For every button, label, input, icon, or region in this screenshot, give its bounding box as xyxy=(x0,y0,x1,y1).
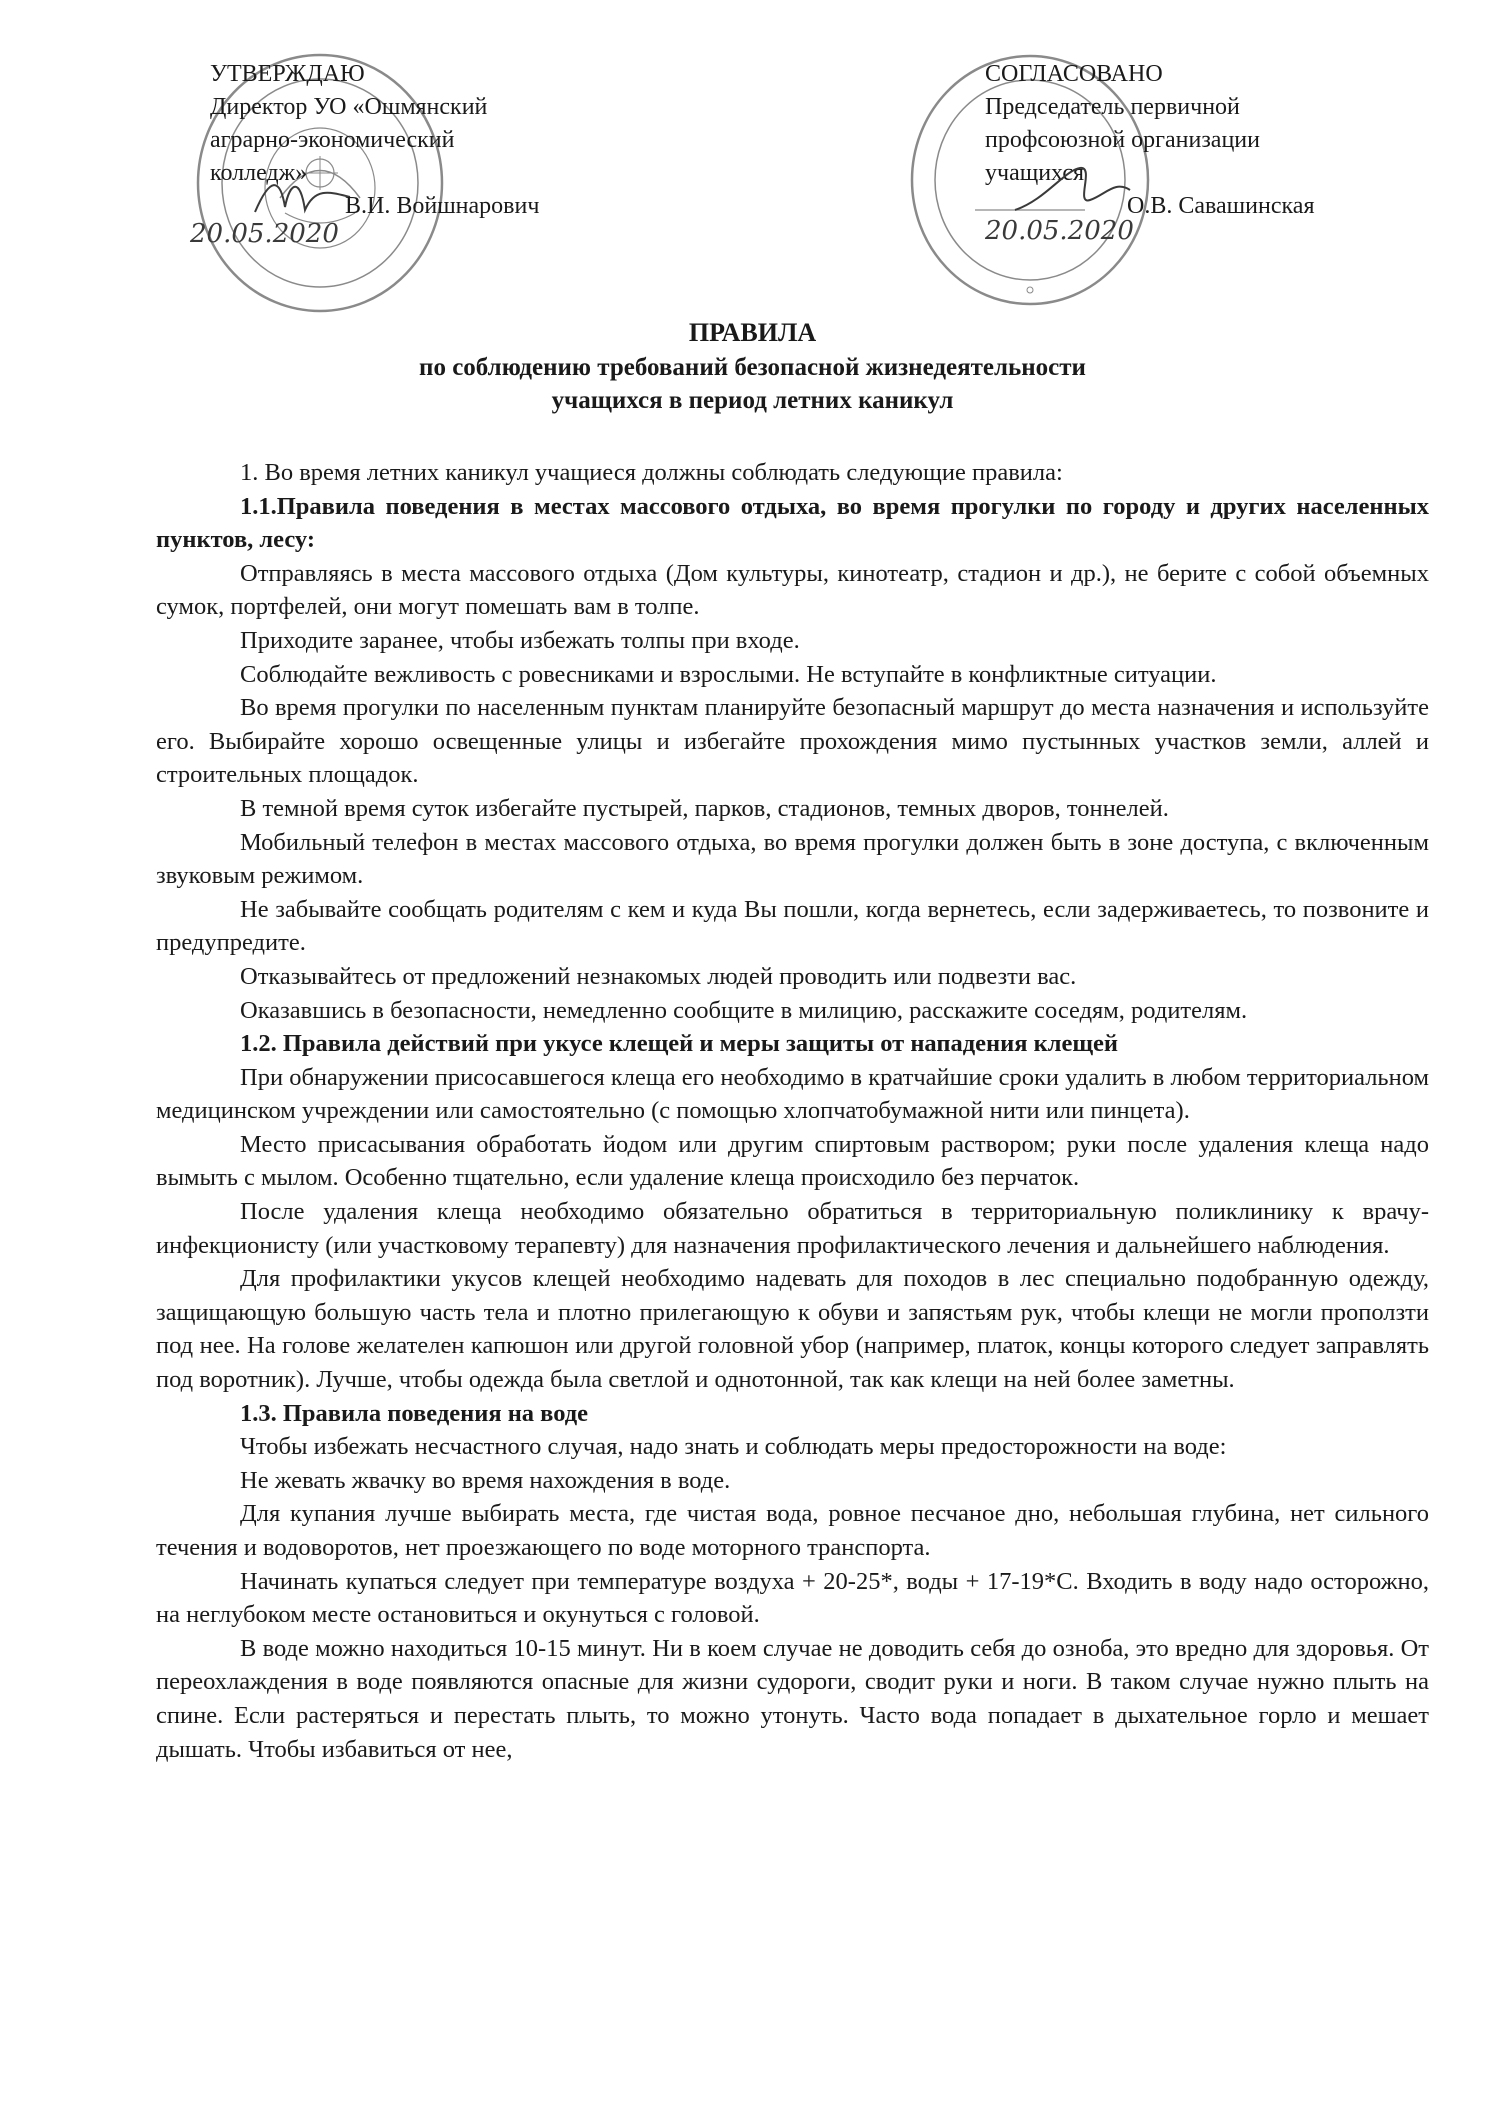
section-heading: 1.3. Правила поведения на воде xyxy=(240,1399,589,1427)
document-subtitle-line2: учащихся в период летних каникул xyxy=(551,387,954,414)
paragraph: Отказывайтесь от предложений незнакомых людей проводить или подвезти вас. xyxy=(240,962,1077,990)
paragraph: Оказавшись в безопасности, немедленно сообщите в милицию, расскажите соседям, родителям. xyxy=(240,996,1248,1024)
chairman-name: О.В. Савашинская xyxy=(1127,193,1315,219)
section-heading: 1.1.Правила поведения в местах массового отдыха, во время прогулки по городу и других населенных пунктов, лесу: xyxy=(156,492,1429,554)
agreement-heading: СОГЛАСОВАНО xyxy=(985,61,1163,87)
paragraph: Во время прогулки по населенным пунктам планируйте безопасный маршрут до места назначения и используйте его. Выбирайте хорошо освещенные улицы и избегайте прохождения мимо пустынных участков земли, аллей и строительных площадок. xyxy=(156,694,1429,789)
agreement-date: 20.05.2020 xyxy=(985,216,1134,246)
approval-position-line1: Директор УО «Ошмянский xyxy=(210,94,488,120)
paragraph: Отправляясь в места массового отдыха (Дом культуры, кинотеатр, стадион и др.), не берите с собой объемных сумок, портфелей, они могут помешать вам в толпе. xyxy=(156,559,1429,621)
paragraph: В воде можно находиться 10-15 минут. Ни в коем случае не доводить себя до озноба, это вредно для здоровья. От переохлаждения в воде появляются опасные для жизни судороги, сводит руки и ноги. В таком случае нужно плыть на спине. Если растеряться и перестать плыть, то можно утонуть. Часто вода попадает в дыхательное горло и мешает дышать. Чтобы избавиться от нее, xyxy=(156,1634,1429,1763)
paragraph: В темной время суток избегайте пустырей, парков, стадионов, темных дворов, тоннелей. xyxy=(240,794,1169,822)
paragraph: Мобильный телефон в местах массового отдыха, во время прогулки должен быть в зоне доступа, с включенным звуковым режимом. xyxy=(156,828,1429,890)
paragraph: Для профилактики укусов клещей необходимо надевать для походов в лес специально подобранную одежду, защищающую большую часть тела и плотно прилегающую к обуви и запястьям рук, чтобы клещи не могли проползти под нее. На голове желателен капюшон или другой головной убор (например, платок, концы которого следует заправлять под воротник). Лучше, чтобы одежда была светлой и однотонной, так как клещи на ней более заметны. xyxy=(156,1265,1429,1394)
director-name: В.И. Войшнарович xyxy=(345,193,540,219)
paragraph: После удаления клеща необходимо обязательно обратиться в территориальную поликлинику к врачу-инфекционисту (или участковому терапевту) для назначения профилактического лечения и дальнейшего наблюдения. xyxy=(156,1198,1429,1259)
approval-block xyxy=(190,58,650,249)
paragraph: Чтобы избежать несчастного случая, надо знать и соблюдать меры предосторожности на воде: xyxy=(240,1433,1227,1461)
approval-heading: УТВЕРЖДАЮ xyxy=(210,61,365,87)
agreement-position-line2: профсоюзной организации xyxy=(985,127,1260,153)
paragraph: При обнаружении присосавшегося клеща его необходимо в кратчайшие сроки удалить в любом территориальном медицинском учреждении или самостоятельно (с помощью хлопчатобумажной нити или пинцета). xyxy=(156,1063,1429,1125)
director-signature xyxy=(250,172,360,222)
document-subtitle-line1: по соблюдению требований безопасной жизнедеятельности xyxy=(419,354,1086,381)
rules-body xyxy=(156,456,1429,1766)
paragraph: Приходите заранее, чтобы избежать толпы при входе. xyxy=(240,626,800,654)
section-heading: 1.2. Правила действий при укусе клещей и меры защиты от нападения клещей xyxy=(240,1030,1119,1058)
approval-position-text: колледж» xyxy=(210,160,308,186)
paragraph: Место присасывания обработать йодом или другим спиртовым раствором; руки после удаления клеща надо вымыть с мылом. Особенно тщательно, если удаление клеща происходило без перчаток. xyxy=(156,1130,1429,1192)
paragraph: Начинать купаться следует при температуре воздуха + 20-25*, воды + 17-19*С. Входить в воду надо осторожно, на неглубоком месте остановиться и окунуться с головой. xyxy=(156,1567,1429,1629)
agreement-position-text: учащихся xyxy=(985,160,1085,186)
paragraph: Не жевать жвачку во время нахождения в воде. xyxy=(240,1466,731,1494)
paragraph: Для купания лучше выбирать места, где чистая вода, ровное песчаное дно, небольшая глубина, нет сильного течения и водоворотов, нет проезжающего по воде моторного транспорта. xyxy=(156,1500,1429,1561)
approval-position-line2: аграрно-экономический xyxy=(210,127,455,153)
paragraph: 1. Во время летних каникул учащиеся должны соблюдать следующие правила: xyxy=(240,459,1063,486)
approval-date: 20.05.2020 xyxy=(190,219,339,249)
agreement-position-line1: Председатель первичной xyxy=(985,94,1240,120)
agreement-block xyxy=(985,58,1425,246)
paragraph: Соблюдайте вежливость с ровесниками и взрослыми. Не вступайте в конфликтные ситуации. xyxy=(240,660,1217,688)
paragraph: Не забывайте сообщать родителям с кем и куда Вы пошли, когда вернетесь, если задерживаетесь, то позвоните и предупредите. xyxy=(156,895,1429,957)
document-title: ПРАВИЛА xyxy=(688,318,817,347)
chairman-signature xyxy=(1005,160,1135,220)
